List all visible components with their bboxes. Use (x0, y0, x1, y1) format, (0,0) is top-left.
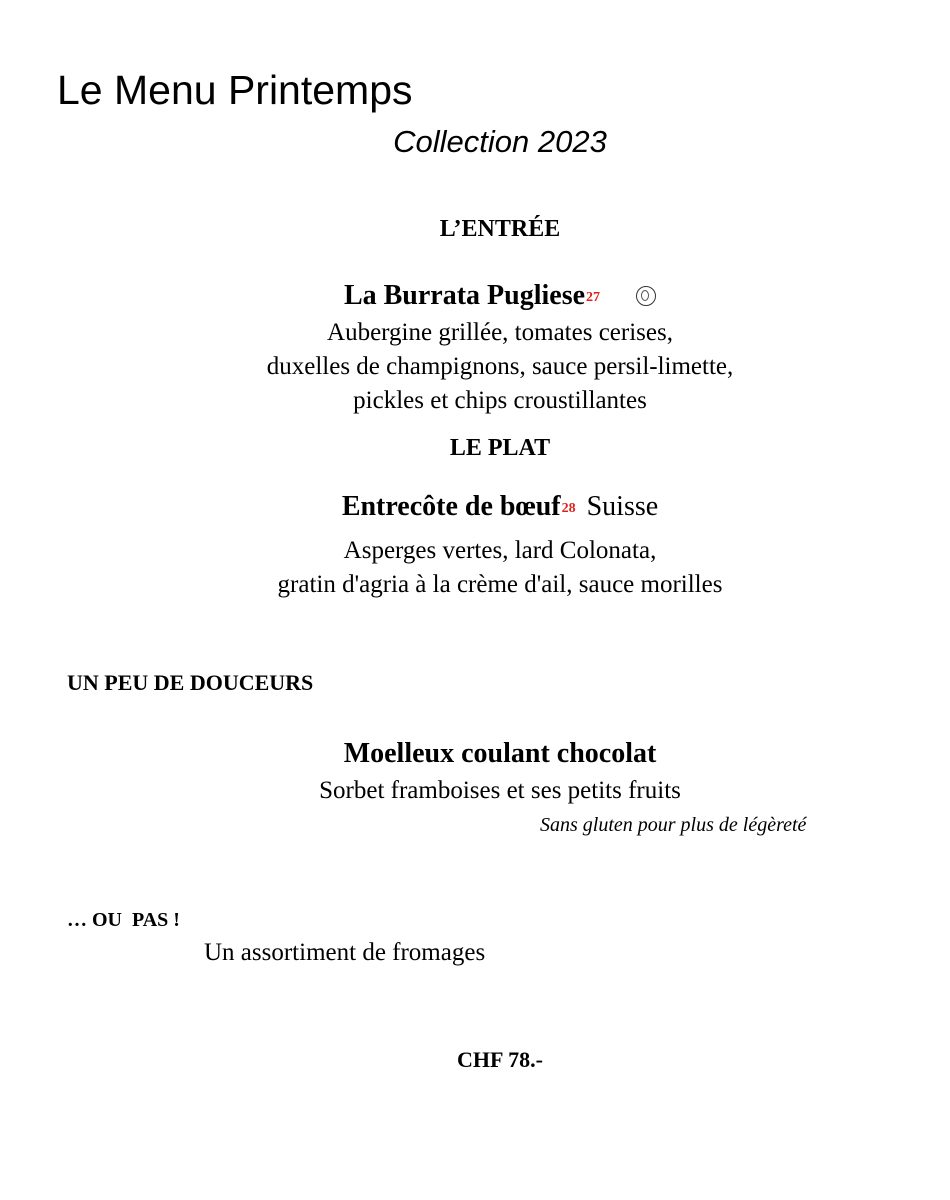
entree-desc-line-2: duxelles de champignons, sauce persil-limette, (266, 353, 734, 380)
plat-desc-line-1: Asperges vertes, lard Colonata, (343, 537, 657, 564)
plat-dish-origin: Suisse (586, 491, 659, 522)
entree-dish-note: 27 (586, 290, 601, 305)
plat-dish-name: Entrecôte de bœuf (341, 491, 561, 522)
section-heading-plat: LE PLAT (449, 435, 551, 461)
douceurs-note: Sans gluten pour plus de légèreté (540, 814, 807, 836)
section-heading-entree: L’ENTRÉE (439, 216, 561, 242)
entree-dish (0, 279, 950, 313)
entree-desc-line-1: Aubergine grillée, tomates cerises, (327, 319, 673, 346)
menu-subtitle (0, 122, 950, 162)
section-heading-douceurs: UN PEU DE DOUCEURS (67, 670, 314, 695)
douceurs-dish-name: Moelleux coulant chocolat (343, 738, 657, 769)
menu-price: CHF 78.- (457, 1047, 543, 1072)
plat-desc-line-2: gratin d'agria à la crème d'ail, sauce morilles (277, 571, 723, 598)
section-heading-fromages: … OU PAS ! (67, 909, 180, 931)
entree-desc-line-3: pickles et chips croustillantes (353, 387, 647, 414)
menu-subtitle-text: Collection 2023 (393, 124, 607, 159)
menu-title: Le Menu Printemps (57, 67, 413, 113)
plat-dish (0, 490, 950, 524)
fromages-desc: Un assortiment de fromages (204, 939, 486, 966)
plat-dish-note: 28 (561, 501, 576, 516)
entree-dish-name: La Burrata Pugliese (343, 280, 586, 311)
douceurs-desc: Sorbet framboises et ses petits fruits (319, 777, 681, 804)
vegetarian-icon (636, 286, 656, 306)
